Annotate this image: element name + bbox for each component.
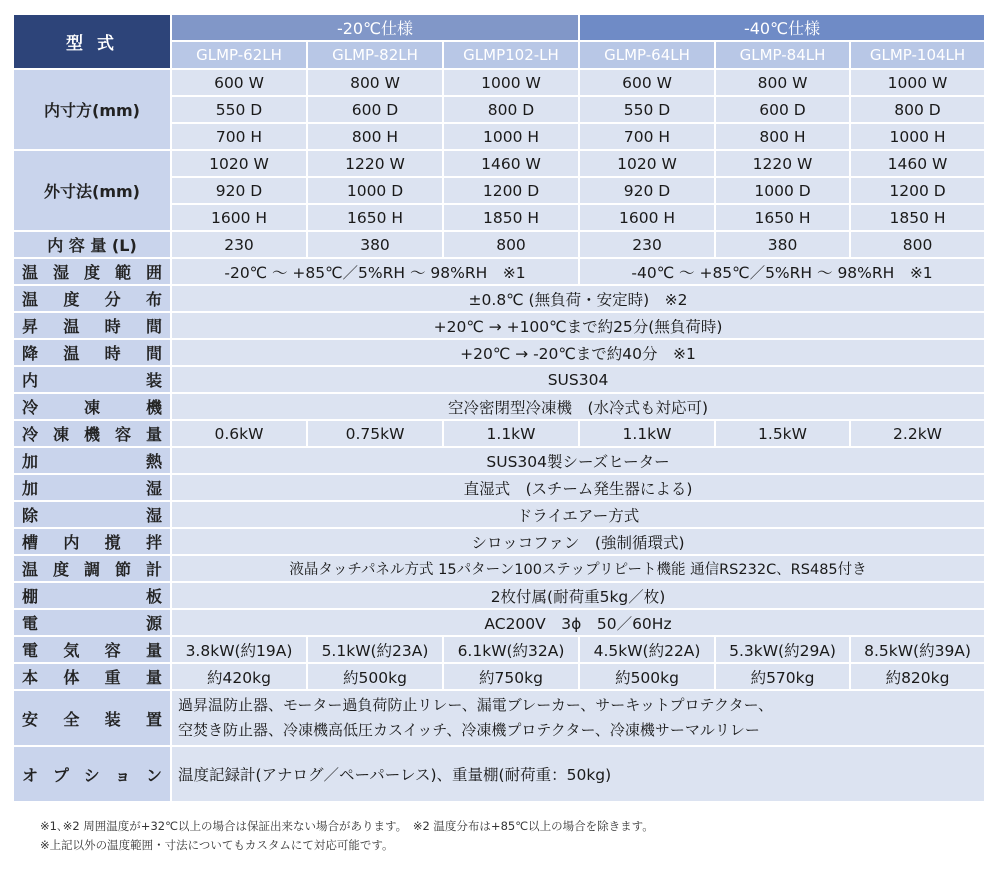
cooldown-label: 降温時間 [14, 340, 172, 367]
dehumid-value: ドライエアー方式 [172, 502, 986, 529]
cell: 600 D [308, 97, 444, 124]
group-minus20: -20℃仕様 [172, 15, 580, 42]
range-row [14, 259, 986, 286]
cell: 700 H [172, 124, 308, 151]
outer-dim-label: 外寸法(mm) [14, 151, 172, 232]
cell: 800 D [851, 97, 986, 124]
cell: 1460 W [851, 151, 986, 178]
cell: 1.5kW [716, 421, 851, 448]
spec-table [14, 15, 986, 803]
cell: 約570kg [716, 664, 851, 691]
cell: 3.8kW(約19A) [172, 637, 308, 664]
cell: 1020 W [580, 151, 716, 178]
cell: 5.3kW(約29A) [716, 637, 851, 664]
cell: 0.6kW [172, 421, 308, 448]
cell: 1850 H [851, 205, 986, 232]
refrig-value: 空冷密閉型冷凍機 (水冷式も対応可) [172, 394, 986, 421]
dehumid-label: 除湿 [14, 502, 172, 529]
cell: 1200 D [851, 178, 986, 205]
elec-row [14, 637, 986, 664]
cell: 1460 W [444, 151, 580, 178]
safety-value [172, 691, 986, 747]
cell: 600 W [580, 70, 716, 97]
cell: 1000 W [851, 70, 986, 97]
cell: 4.5kW(約22A) [580, 637, 716, 664]
cell: 600 W [172, 70, 308, 97]
cell: 1220 W [308, 151, 444, 178]
heater-value: SUS304製シーズヒーター [172, 448, 986, 475]
shelf-row [14, 583, 986, 610]
cell: 1000 H [851, 124, 986, 151]
cell: 1850 H [444, 205, 580, 232]
model-label: 型 式 [14, 15, 172, 70]
model-name: GLMP-62LH [172, 42, 308, 70]
cell: 1650 H [716, 205, 851, 232]
cell: 8.5kW(約39A) [851, 637, 986, 664]
humid-value: 直湿式 (スチーム発生器による) [172, 475, 986, 502]
ctrl-row [14, 556, 986, 583]
heater-label: 加熱 [14, 448, 172, 475]
cell: 2.2kW [851, 421, 986, 448]
option-value: 温度記録計(アナログ／ペーパーレス)、重量棚(耐荷重：50kg) [172, 747, 986, 803]
dist-row [14, 286, 986, 313]
footnote-1: ※1､※2 周囲温度が+32℃以上の場合は保証出来ない場合があります。 ※2 温度分布は+85℃以上の場合を除きます。 [40, 819, 654, 833]
cell: 1650 H [308, 205, 444, 232]
cell: 1000 D [308, 178, 444, 205]
cell: 約420kg [172, 664, 308, 691]
heatup-row [14, 313, 986, 340]
power-value: AC200V 3ϕ 50／60Hz [172, 610, 986, 637]
cell: 550 D [580, 97, 716, 124]
cell: 1600 H [580, 205, 716, 232]
heater-row [14, 448, 986, 475]
option-row [14, 747, 986, 803]
cell: 600 D [716, 97, 851, 124]
group-header-row [14, 15, 986, 42]
inner-w-row [14, 70, 986, 97]
humid-label: 加湿 [14, 475, 172, 502]
cell: 800 H [308, 124, 444, 151]
model-name: GLMP-84LH [716, 42, 851, 70]
cell: 800 W [716, 70, 851, 97]
cell: 230 [580, 232, 716, 259]
interior-value: SUS304 [172, 367, 986, 394]
cell: 920 D [172, 178, 308, 205]
cell: 550 D [172, 97, 308, 124]
model-name: GLMP-82LH [308, 42, 444, 70]
footnotes [40, 817, 654, 855]
range-label: 温湿度範囲 [14, 259, 172, 286]
cell: 800 D [444, 97, 580, 124]
stir-value: シロッコファン (強制循環式) [172, 529, 986, 556]
heatup-label: 昇温時間 [14, 313, 172, 340]
ctrl-label: 温度調節計 [14, 556, 172, 583]
cell: 1000 W [444, 70, 580, 97]
safety-row [14, 691, 986, 747]
weight-label: 本体重量 [14, 664, 172, 691]
elec-label: 電気容量 [14, 637, 172, 664]
footnote-2: ※上記以外の温度範囲・寸法についてもカスタムにて対応可能です。 [40, 838, 394, 852]
range-minus20: -20℃ ～ +85℃／5%RH ～ 98%RH ※1 [172, 259, 580, 286]
cell: 800 [444, 232, 580, 259]
inner-dim-label: 内寸方(mm) [14, 70, 172, 151]
refrig-label: 冷凍機 [14, 394, 172, 421]
capacity-label: 内 容 量 (L) [14, 232, 172, 259]
cell: 5.1kW(約23A) [308, 637, 444, 664]
cell: 約500kg [308, 664, 444, 691]
dehumid-row [14, 502, 986, 529]
group-minus40: -40℃仕様 [580, 15, 986, 42]
cell: 380 [716, 232, 851, 259]
option-label: オプション [14, 747, 172, 803]
model-name: GLMP-104LH [851, 42, 986, 70]
cell: 700 H [580, 124, 716, 151]
safety-label: 安全装置 [14, 691, 172, 747]
interior-row [14, 367, 986, 394]
cooldown-value: +20℃ → -20℃まで約40分 ※1 [172, 340, 986, 367]
cell: 約750kg [444, 664, 580, 691]
refrig-cap-label: 冷凍機容量 [14, 421, 172, 448]
cooldown-row [14, 340, 986, 367]
cell: 0.75kW [308, 421, 444, 448]
weight-row [14, 664, 986, 691]
cell: 1.1kW [444, 421, 580, 448]
dist-value: ±0.8℃ (無負荷・安定時) ※2 [172, 286, 986, 313]
cell: 1000 D [716, 178, 851, 205]
power-label: 電源 [14, 610, 172, 637]
power-row [14, 610, 986, 637]
dist-label: 温度分布 [14, 286, 172, 313]
cell: 380 [308, 232, 444, 259]
stir-row [14, 529, 986, 556]
cell: 約500kg [580, 664, 716, 691]
refrig-cap-row [14, 421, 986, 448]
range-minus40: -40℃ ～ +85℃／5%RH ～ 98%RH ※1 [580, 259, 986, 286]
model-name: GLMP102-LH [444, 42, 580, 70]
humid-row [14, 475, 986, 502]
heatup-value: +20℃ → +100℃まで約25分(無負荷時) [172, 313, 986, 340]
outer-w-row [14, 151, 986, 178]
cell: 1.1kW [580, 421, 716, 448]
model-name: GLMP-64LH [580, 42, 716, 70]
shelf-label: 棚板 [14, 583, 172, 610]
stir-label: 槽内撹拌 [14, 529, 172, 556]
interior-label: 内装 [14, 367, 172, 394]
cell: 800 [851, 232, 986, 259]
cell: 1200 D [444, 178, 580, 205]
cell: 1020 W [172, 151, 308, 178]
ctrl-value: 液晶タッチパネル方式 15パターン100ステップリピート機能 通信RS232C、RS485付き [172, 556, 986, 583]
cell: 230 [172, 232, 308, 259]
cell: 920 D [580, 178, 716, 205]
cell: 800 W [308, 70, 444, 97]
cell: 6.1kW(約32A) [444, 637, 580, 664]
safety-line-1: 過昇温防止器、モーター過負荷防止リレー、漏電ブレーカー、サーキットプロテクター、 [178, 696, 774, 714]
safety-line-2: 空焚き防止器、冷凍機高低圧カスイッチ、冷凍機プロテクター、冷凍機サーマルリレー [178, 721, 760, 739]
cell: 1600 H [172, 205, 308, 232]
cell: 800 H [716, 124, 851, 151]
cell: 約820kg [851, 664, 986, 691]
capacity-row [14, 232, 986, 259]
cell: 1000 H [444, 124, 580, 151]
refrig-row [14, 394, 986, 421]
cell: 1220 W [716, 151, 851, 178]
shelf-value: 2枚付属(耐荷重5kg／枚) [172, 583, 986, 610]
